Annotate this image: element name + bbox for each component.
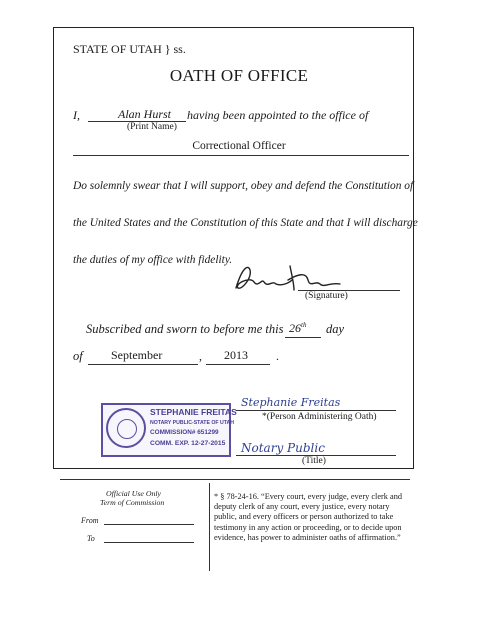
bottom-vertical-divider [209,483,210,571]
administrator-title-value: Notary Public [241,441,325,455]
sworn-prefix: Subscribed and sworn to before me this [86,322,284,336]
stamp-commission-number: COMMISSION# 651299 [150,429,219,436]
sworn-day-word: day [326,322,345,336]
administrator-caption: *(Person Administering Oath) [262,412,377,422]
sworn-day [289,321,306,336]
from-label: From [81,516,99,525]
official-use-heading: Official Use Only [106,489,162,498]
administrator-underline [236,410,396,411]
sworn-year: 2013 [224,348,248,362]
notary-seal-icon [106,408,146,448]
sworn-of: of [73,349,83,363]
administrator-signature: Stephanie Freitas [241,396,341,409]
year-underline [206,364,270,365]
page-title: OATH OF OFFICE [169,66,309,85]
sworn-month: September [111,348,163,362]
sworn-day-number: 26 [289,321,301,335]
sworn-day-suffix: th [301,321,307,329]
notary-stamp [101,403,237,457]
oath-line-3: the duties of my office with fidelity. [73,254,233,266]
stamp-commission-expiry: COMM. EXP. 12-27-2015 [150,440,226,447]
bottom-divider [60,479,410,480]
to-field[interactable] [104,542,194,543]
month-underline [88,364,198,365]
from-field[interactable] [104,524,194,525]
sworn-period: . [276,349,279,363]
day-underline [285,337,321,338]
stamp-notary-state: NOTARY PUBLIC-STATE OF UTAH [150,420,235,426]
print-name-value: Alan Hurst [118,107,172,121]
appointment-suffix: having been appointed to the office of [187,108,369,122]
stamp-notary-name: STEPHANIE FREITAS [150,407,237,417]
term-of-commission-heading: Term of Commission [100,498,165,507]
office-underline [73,155,409,156]
title-caption: (Title) [302,456,326,466]
signature-caption: (Signature) [305,291,348,301]
print-name-caption: (Print Name) [127,122,177,132]
state-venue: STATE OF UTAH } ss. [73,42,186,56]
appointment-prefix: I, [73,108,80,122]
oath-line-2: the United States and the Constitution of this State and that I will discharge [73,217,418,229]
oath-line-1: Do solemnly swear that I will support, obey and defend the Constitution of [73,180,414,192]
statute-footnote: * § 78-24-16. “Every court, every judge, every clerk and deputy clerk of any court, every justice, every notary public, and every officers or person authorized to take testimony in any action or proceeding, or to decide upon evidence, has power to administer oaths of affirmation.” [214,492,402,542]
office-value: Correctional Officer [192,140,286,152]
to-label: To [87,534,95,543]
sworn-comma: , [199,349,202,363]
